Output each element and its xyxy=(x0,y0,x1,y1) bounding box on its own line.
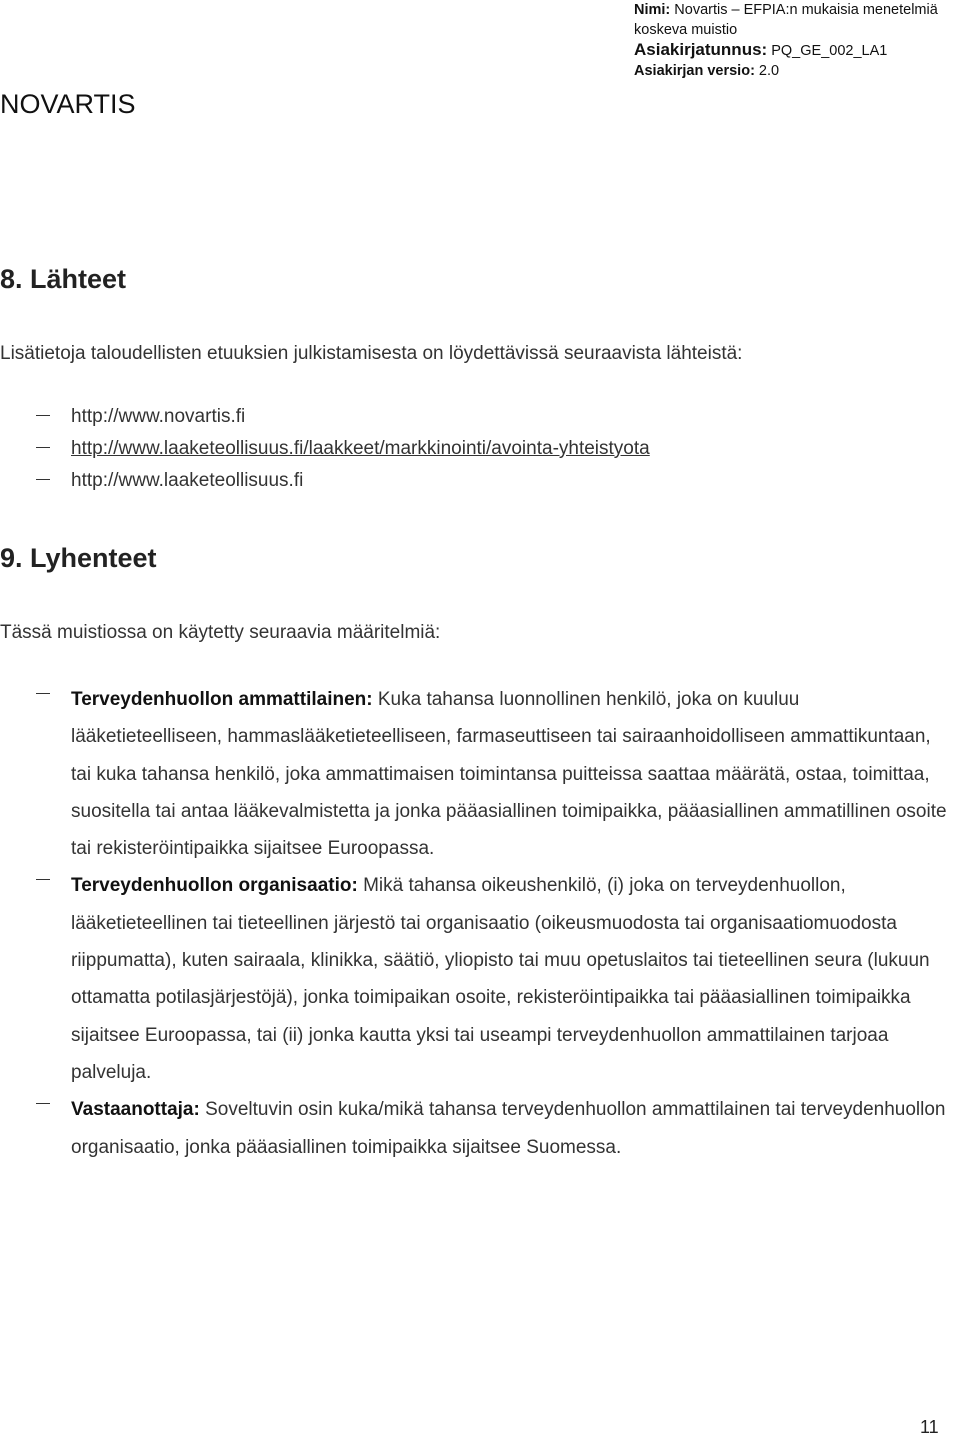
document-version-value: 2.0 xyxy=(754,63,780,79)
list-item xyxy=(0,469,940,501)
document-version xyxy=(634,61,954,81)
source-link-novartis[interactable]: http://www.novartis.fi xyxy=(71,406,246,427)
definition-item xyxy=(0,867,960,1091)
dash-bullet xyxy=(36,879,50,880)
definition-text: Kuka tahansa luonnollinen henkilö, joka on kuuluu lääketieteelliseen, hammaslääketieteelliseen, farmaseuttiseen tai sairaanhoidolliseen ammattikuntaan, tai kuka tahansa henkilö, joka ammattimaisen toimintansa puitteissa saattaa määrätä, ostaa, toimittaa, suositella tai antaa lääkevalmistetta ja jonka pääasiallinen toimipaikka, pääasiallinen ammatillinen osoite tai rekisteröintipaikka sijaitsee Euroopassa. xyxy=(71,689,947,860)
dash-bullet xyxy=(36,1103,50,1104)
document-number-label: Asiakirjatunnus: xyxy=(634,40,768,59)
document-number-value: PQ_GE_002_LA1 xyxy=(767,43,888,59)
document-version-label: Asiakirjan versio: xyxy=(634,63,755,79)
dash-bullet xyxy=(36,479,50,480)
definition-term: Terveydenhuollon organisaatio: xyxy=(71,875,358,897)
document-name-label: Nimi: xyxy=(634,2,671,18)
definition-term: Vastaanottaja: xyxy=(71,1099,200,1121)
novartis-logo: NOVARTIS xyxy=(0,89,136,119)
definition-item xyxy=(0,1091,960,1166)
dash-bullet xyxy=(36,447,50,448)
source-link-laaketeollisuus-avointa[interactable]: http://www.laaketeollisuus.fi/laakkeet/markkinointi/avointa-yhteistyota xyxy=(71,438,650,459)
definition-text: Mikä tahansa oikeushenkilö, (i) joka on terveydenhuollon, lääketieteellinen tai tieteellinen järjestö tai organisaatio (oikeusmuodosta tai organisaatiomuodosta riippumatta), kuten sairaala, klinikka, säätiö, yliopisto tai muu opetuslaitos tai tieteellinen seura (lukuun ottamatta potilasjärjestöjä), jonka toimipaikan osoite, rekisteröintipaikka tai pääasiallinen toimipaikka sijaitsee Euroopassa, tai (ii) jonka kautta yksi tai useampi terveydenhuollon ammattilainen tarjoaa palveluja. xyxy=(71,875,930,1083)
dash-bullet xyxy=(36,693,50,694)
section-8-intro: Lisätietoja taloudellisten etuuksien julkistamisesta on löydettävissä seuraavista lähteistä: xyxy=(0,343,743,364)
definition-term: Terveydenhuollon ammattilainen: xyxy=(71,689,373,710)
dash-bullet xyxy=(36,415,50,416)
definitions-list xyxy=(0,681,960,1166)
document-name xyxy=(634,0,954,40)
section-9-intro: Tässä muistiossa on käytetty seuraavia määritelmiä: xyxy=(0,622,441,643)
list-item xyxy=(0,437,940,469)
page-number: 11 xyxy=(920,1417,939,1437)
section-8-heading: 8. Lähteet xyxy=(0,264,127,294)
sources-list xyxy=(0,405,940,501)
document-number xyxy=(634,40,954,61)
definition-text: Soveltuvin osin kuka/mikä tahansa terveydenhuollon ammattilainen tai terveydenhuollon organisaatio, jonka pääasiallinen toimipaikka sijaitsee Suomessa. xyxy=(71,1099,946,1158)
list-item xyxy=(0,405,940,437)
source-link-laaketeollisuus[interactable]: http://www.laaketeollisuus.fi xyxy=(71,470,304,491)
document-name-value: Novartis – EFPIA:n mukaisia menetelmiä koskeva muistio xyxy=(634,2,938,38)
section-9-heading: 9. Lyhenteet xyxy=(0,543,157,573)
definition-item xyxy=(0,681,960,867)
document-header-meta xyxy=(634,0,954,81)
